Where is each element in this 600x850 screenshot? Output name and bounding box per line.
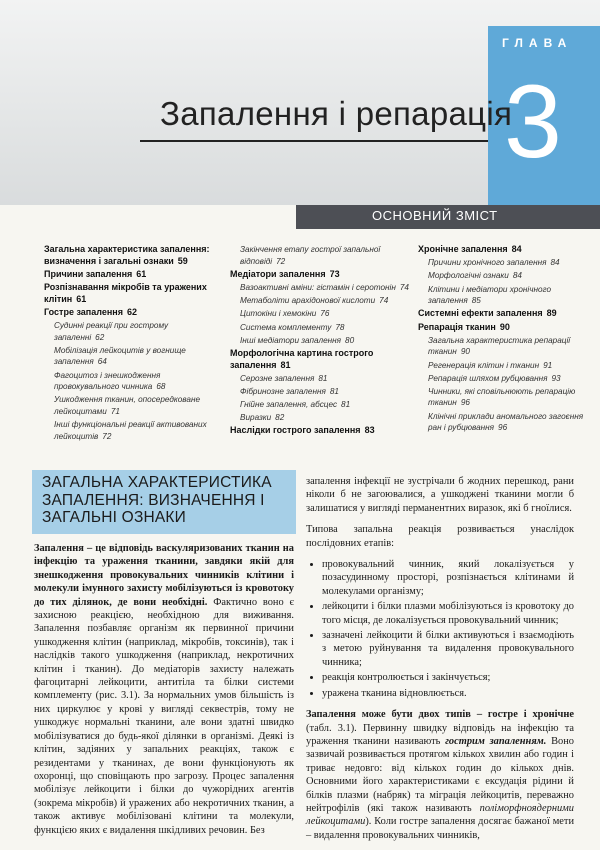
body-column-right	[306, 475, 574, 850]
toc-entry	[44, 244, 219, 267]
toc-entry	[418, 335, 588, 358]
section-title: ЗАГАЛЬНА ХАРАКТЕРИСТИКА ЗАПАЛЕННЯ: ВИЗНАЧЕННЯ І ЗАГАЛЬНІ ОЗНАКИ	[42, 474, 272, 526]
toc-entry-title: Системні ефекти запалення	[418, 308, 543, 319]
toc-entry-page: 84	[550, 258, 560, 268]
toc-entry-title: Система комплементу	[240, 322, 332, 332]
toc-column-3	[418, 244, 588, 435]
toc-entry-page: 96	[498, 423, 508, 433]
toc-entry	[418, 411, 588, 434]
intro-text: Фактично воно є захисною реакцією, необхідною для виживання. Запалення позбавляє організм як первинної причини ушкодження клітин (наприклад, мікробів, токсинів), так і наслідків такого ушкодження (наприклад, некротичних клітин і тканин). До медіаторів захисту належать фагоцитарні лейкоцити, антитіла та білки системи комплементу (рис. 3.1). За нормальних умов більшість із них циркулює у крові у вигляді секвестрів, тому не ушкоджує нормальні тканини, але вони здатні швидко мобілізуватися до будь-якої ділянки в організмі. Деякі із клітин, задіяних у запальних реакціях, також є резидентами у тканинах, де вони функціонують як охоронці, що сповіщають про загрозу. Процес запалення мобілізує лейкоцити і білки до чужорідних агентів (зокрема мікробів) й уражених або некротичних тканин, а також активує мобілізовані клітини та молекули, функцією яких є видалення шкідливих речовин. Без	[34, 596, 294, 836]
toc-entry-page: 61	[76, 293, 87, 304]
toc-entry	[230, 295, 410, 307]
toc-entry-page: 81	[329, 386, 339, 396]
toc-entry-page: 74	[399, 282, 409, 292]
toc-column-2	[230, 244, 410, 439]
list-item: • уражена тканина відновлюється.	[322, 687, 574, 700]
toc-entry-page: 64	[97, 357, 107, 367]
toc-entry	[230, 269, 410, 281]
toc-entry-page: 90	[460, 347, 470, 357]
title-rule	[140, 140, 488, 142]
list-item: • реакція контролюється і закінчується;	[322, 671, 574, 684]
toc-entry-title: Причини хронічного запалення	[428, 258, 547, 268]
intro-paragraph	[34, 542, 294, 837]
toc-entry-title: Клітини і медіатори хронічного запалення	[428, 284, 552, 306]
toc-entry	[230, 308, 410, 320]
chapter-number: 3	[504, 64, 562, 180]
toc-entry-page: 78	[335, 322, 345, 332]
toc-entry-title: Морфологічні ознаки	[428, 271, 509, 281]
toc-entry-title: Метаболіти арахідонової кислоти	[240, 296, 376, 306]
chapter-title: Запалення і репарація	[160, 95, 513, 132]
toc-entry-title: Гостре запалення	[44, 306, 123, 317]
text-run: Воно зазвичай розвивається протягом кількох хвилин або годин і триває недовго: від кількох годин до кількох днів. Основними його характеристиками є ексудація рідини й білків плазми (набряк) та міграція лейкоцитів, переважно нейтрофілів (які також називають	[306, 735, 574, 814]
toc-entry-title: Виразки	[240, 413, 272, 423]
toc-entry-title: Чинники, які сповільнюють репарацію тканин	[428, 386, 576, 408]
toc-entry	[418, 284, 588, 307]
toc-entry	[418, 386, 588, 409]
toc-entry-title: Регенерація клітин і тканин	[428, 360, 540, 370]
toc-entry	[230, 244, 410, 267]
toc-entry-page: 90	[499, 321, 510, 332]
toc-entry-title: Загальна характеристика запалення: визначення і загальні ознаки	[44, 244, 210, 266]
toc-entry	[418, 308, 588, 320]
toc-entry-title: Фагоцитоз і знешкодження провокувального чинника	[54, 370, 161, 392]
toc-entry-title: Наслідки гострого запалення	[230, 425, 361, 436]
text-run: (табл. 3.1). Первинну швидку відповідь на інфекцію та ураження тканини називають	[306, 722, 574, 747]
list-item: • зазначені лейкоцити й білки активуються і взаємодіють з метою руйнування та видалення провокувального чинника;	[322, 629, 574, 669]
toc-entry	[44, 370, 219, 393]
toc-entry-page: 80	[345, 335, 355, 345]
toc-entry-page: 59	[177, 255, 188, 266]
toc-entry-page: 89	[546, 308, 557, 319]
toc-entry-page: 74	[379, 296, 389, 306]
toc-entry-title: Репарація тканин	[418, 321, 496, 332]
toc-entry	[418, 360, 588, 372]
toc-entry-page: 84	[511, 244, 522, 254]
toc-entry-title: Фібринозне запалення	[240, 386, 326, 396]
toc-entry-title: Морфологічна картина гострого запалення	[230, 347, 374, 370]
toc-entry	[418, 257, 588, 269]
toc-entry-title: Інші медіатори запалення	[240, 335, 342, 345]
toc-entry-page: 93	[551, 373, 561, 383]
list-item: • провокувальний чинник, який локалізується у позасудинному просторі, розпізнається клітинами й молекулами організму;	[322, 558, 574, 598]
paragraph-3	[306, 708, 574, 842]
toc-entry	[418, 270, 588, 282]
toc-entry-page: 81	[280, 359, 291, 370]
toc-entry	[418, 322, 588, 334]
toc-entry-title: Інші функціональні реакції активованих лейкоцитів	[54, 420, 207, 441]
toc-entry-page: 81	[341, 400, 351, 410]
toc-entry	[44, 419, 219, 442]
term-pmn: поліморфноядерними лейкоцитами	[306, 802, 574, 828]
definition-text: Запалення – це відповідь васкуляризованих тканин на інфекцію та ураження тканини, завдяки якій для знешкодження провокувальних чинників клітини і молекули імунного захисту мобілізуються із кровотоку до тих ділянок, де вони необхідні.	[34, 543, 294, 608]
toc-entry-title: Мобілізація лейкоцитів у вогнище запалення	[54, 345, 186, 367]
text-run: ). Коли гостре запалення досягає бажаної мети – видалення провокувальних чинників,	[306, 816, 574, 841]
toc-entry	[44, 345, 219, 368]
toc-entry-page: 73	[329, 268, 340, 279]
term-acute: гострим запаленням.	[445, 735, 547, 747]
toc-entry-title: Медіатори запалення	[230, 268, 326, 279]
toc-entry	[230, 282, 410, 294]
toc-entry-title: Хронічне запалення	[418, 244, 508, 254]
toc-entry-title: Ушкодження тканин, опосередковане лейкоцитами	[54, 395, 201, 416]
toc-entry	[230, 412, 410, 424]
toc-entry-page: 91	[543, 360, 553, 370]
toc-entry	[44, 307, 219, 319]
paragraph-1: запалення інфекції не зустрічали б жодних перешкод, рани ніколи б не загоювалися, а ушкоджені тканини могли б залишатися у вигляді перманентних виразок, які б гноїлися.	[306, 476, 574, 514]
types-heading: Запалення може бути двох типів – гостре і хронічне	[306, 709, 574, 721]
stages-list	[306, 558, 574, 700]
toc-entry-page: 82	[275, 413, 285, 423]
toc-entry	[418, 373, 588, 385]
toc-entry-page: 62	[95, 332, 105, 342]
toc-entry-page: 72	[276, 256, 286, 266]
paragraph-2: Типова запальна реакція розвивається унаслідок послідовних етапів:	[306, 524, 574, 549]
toc-entry	[230, 335, 410, 347]
toc-entry	[230, 399, 410, 411]
toc-entry-page: 62	[126, 306, 137, 317]
toc-entry-title: Розпізнавання мікробів та уражених клітин	[44, 281, 207, 304]
toc-entry-page: 71	[110, 406, 120, 416]
toc-entry-title: Цитокіни і хемокіни	[240, 309, 317, 319]
toc-entry	[230, 386, 410, 398]
toc-entry-page: 84	[512, 271, 522, 281]
toc-entry-title: Загальна характеристика репарації тканин	[428, 335, 571, 357]
toc-column-1	[44, 244, 219, 444]
list-item: • лейкоцити і білки плазми мобілізуються із кровотоку до того місця, де локалізується провокувальний чинник;	[322, 600, 574, 627]
toc-entry-page: 96	[460, 398, 470, 408]
toc-entry-page: 72	[102, 431, 112, 441]
toc-entry	[230, 373, 410, 385]
toc-label: ОСНОВНИЙ ЗМІСТ	[372, 208, 498, 223]
toc-entry-title: Серозне запалення	[240, 373, 315, 383]
body-column-left	[34, 542, 294, 837]
toc-entry	[230, 425, 410, 437]
toc-entry-page: 81	[318, 373, 328, 383]
toc-entry	[44, 320, 219, 343]
toc-entry-page: 61	[136, 268, 147, 279]
toc-entry-title: Вазоактивні аміни: гістамін і серотонін	[240, 282, 396, 292]
toc-entry-title: Клінічні приклади аномального загоєння ран і рубцювання	[428, 411, 584, 433]
chapter-label: ГЛАВА	[502, 36, 573, 50]
toc-entry-title: Причини запалення	[44, 268, 133, 279]
toc-entry	[44, 394, 219, 417]
toc-entry-title: Закінчення етапу гострої запальної відповіді	[240, 245, 381, 266]
toc-entry-page: 68	[156, 382, 166, 392]
toc-entry	[230, 348, 410, 371]
toc-entry	[44, 282, 219, 305]
toc-entry-page: 83	[364, 425, 375, 436]
toc-entry-title: Репарація шляхом рубцювання	[428, 373, 548, 383]
toc-entry-title: Судинні реакції при гострому запаленні	[54, 320, 169, 342]
toc-entry-page: 76	[320, 309, 330, 319]
toc-entry	[418, 244, 588, 256]
toc-entry-title: Гнійне запалення, абсцес	[240, 400, 338, 410]
toc-entry	[230, 322, 410, 334]
toc-entry	[44, 269, 219, 281]
toc-entry-page: 85	[471, 296, 481, 306]
